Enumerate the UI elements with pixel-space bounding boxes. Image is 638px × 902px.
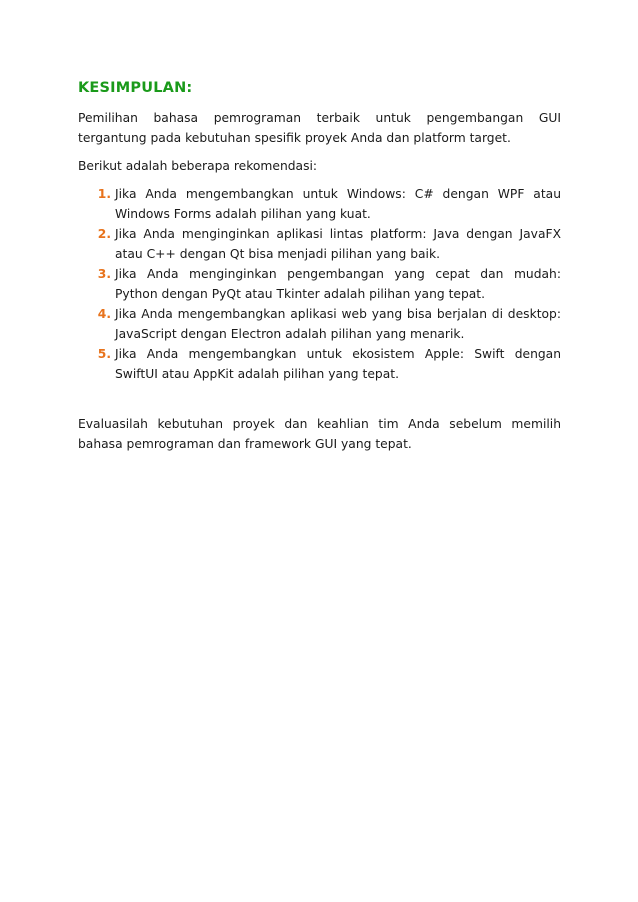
recommendation-text: Jika Anda mengembangkan untuk Windows: C# dengan WPF atau Windows Forms adalah pilihan yang kuat.: [115, 187, 561, 221]
closing-paragraph: Evaluasilah kebutuhan proyek dan keahlian tim Anda sebelum memilih bahasa pemrograman dan framework GUI yang tepat.: [78, 417, 561, 451]
recommendation-item: [78, 344, 561, 384]
recommendation-text: Jika Anda mengembangkan aplikasi web yang bisa berjalan di desktop: JavaScript dengan Electron adalah pilihan yang menarik.: [115, 307, 561, 341]
recommendation-list: [78, 184, 561, 384]
recommendation-text: Jika Anda menginginkan pengembangan yang cepat dan mudah: Python dengan PyQt atau Tkinter adalah pilihan yang tepat.: [115, 267, 561, 301]
recommendation-text: Jika Anda mengembangkan untuk ekosistem Apple: Swift dengan SwiftUI atau AppKit adalah pilihan yang tepat.: [115, 347, 561, 381]
section-spacer: [78, 384, 561, 414]
list-number: 3.: [97, 267, 111, 281]
recommendation-item: [78, 264, 561, 304]
recommendation-text: Jika Anda menginginkan aplikasi lintas platform: Java dengan JavaFX atau C++ dengan Qt bisa menjadi pilihan yang baik.: [115, 227, 561, 261]
recommendation-item: [78, 184, 561, 224]
document-page: [78, 78, 561, 462]
list-number: 4.: [97, 307, 111, 321]
intro-paragraph: Pemilihan bahasa pemrograman terbaik untuk pengembangan GUI tergantung pada kebutuhan spesifik proyek Anda dan platform target.: [78, 111, 561, 145]
recommendation-item: [78, 224, 561, 264]
section-heading: KESIMPULAN:: [78, 80, 193, 96]
lead-paragraph: Berikut adalah beberapa rekomendasi:: [78, 159, 318, 173]
list-number: 5.: [97, 347, 111, 361]
list-number: 2.: [97, 227, 111, 241]
list-number: 1.: [97, 187, 111, 201]
recommendation-item: [78, 304, 561, 344]
